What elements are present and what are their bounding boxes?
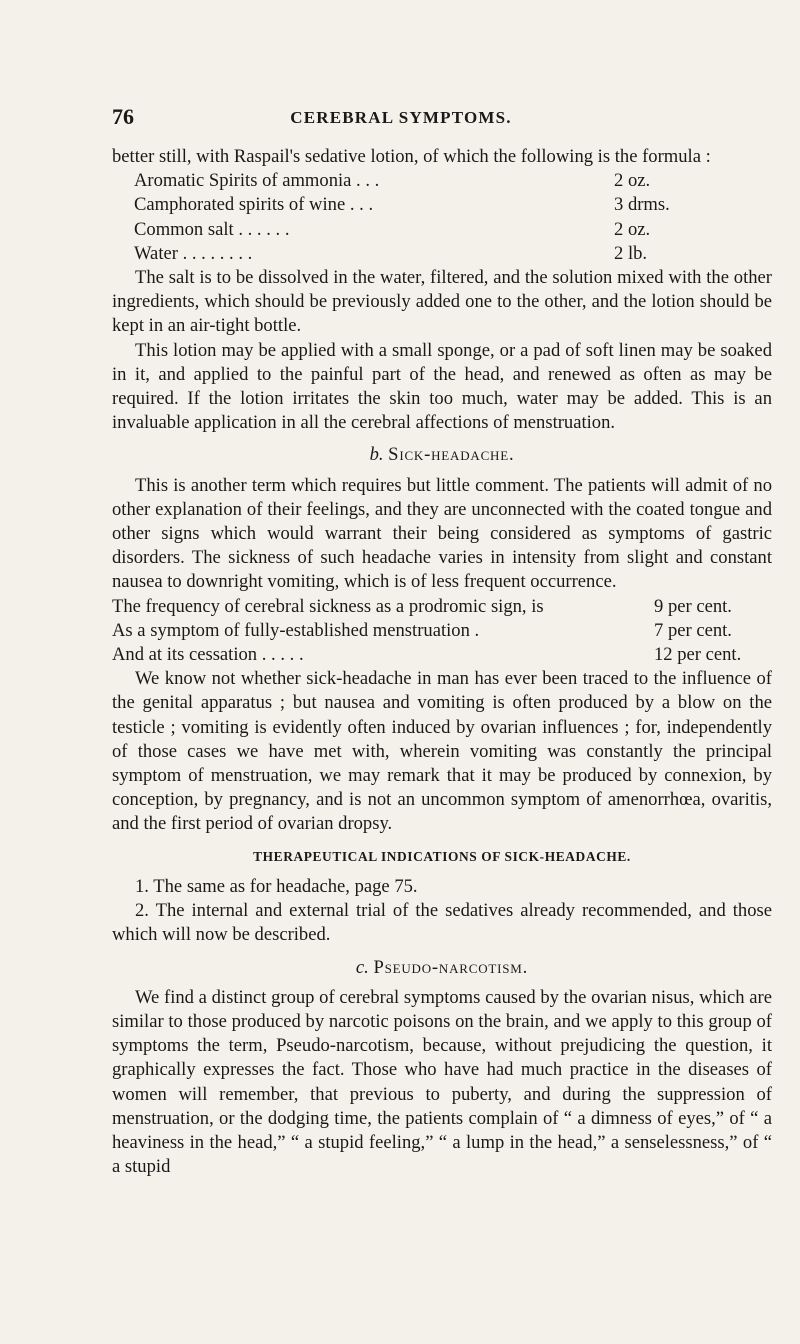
frequency-stats	[112, 595, 772, 668]
stat-row	[112, 643, 772, 667]
therapeutical-heading: THERAPEUTICAL INDICATIONS OF SICK-HEADACHE.	[253, 848, 631, 864]
stat-label: And at its cessation . . . . .	[112, 644, 304, 666]
stat-row	[112, 595, 772, 619]
formula-row	[134, 242, 694, 266]
stat-label: The frequency of cerebral sickness as a prodromic sign, is	[112, 595, 544, 617]
section-letter: b.	[369, 444, 384, 466]
stat-label: As a symptom of fully-established menstruation .	[112, 619, 480, 641]
formula-list	[134, 169, 694, 266]
formula-quantity: 2 oz.	[614, 218, 651, 240]
page-number: 76	[112, 104, 134, 129]
numbered-item: 2. The internal and external trial of the sedatives already recommended, and those which will now be described.	[112, 900, 772, 946]
page-header	[112, 104, 760, 134]
body-text	[112, 145, 772, 1179]
section-heading-b	[112, 443, 772, 467]
section-letter: c.	[355, 956, 369, 978]
section-heading-c	[112, 956, 772, 980]
formula-ingredient: Camphorated spirits of wine . . .	[134, 194, 374, 216]
formula-ingredient: Aromatic Spirits of ammonia . . .	[134, 170, 380, 192]
formula-quantity: 2 lb.	[614, 242, 648, 264]
paragraph: This lotion may be applied with a small sponge, or a pad of soft linen may be soaked in it, and applied to the painful part of the head, and renewed as often as may be required. If the lotion irritates the skin too much, water may be added. This is an invaluable application in all the cerebral affections of menstruation.	[112, 339, 772, 434]
stat-row	[112, 619, 772, 643]
formula-quantity: 2 oz.	[614, 170, 651, 192]
formula-row	[134, 169, 694, 193]
stat-value: 12 per cent.	[654, 644, 742, 666]
paragraph: The salt is to be dissolved in the water, filtered, and the solution mixed with the other ingredients, which should be previously added one to the other, and the lotion should be kept in an air-tight bottle.	[112, 267, 772, 337]
formula-row	[134, 193, 694, 217]
stat-value: 9 per cent.	[654, 595, 732, 617]
formula-ingredient: Water . . . . . . . .	[134, 242, 253, 264]
formula-quantity: 3 drms.	[614, 194, 670, 216]
formula-row	[134, 218, 694, 242]
section-title: Sick-headache.	[388, 444, 515, 466]
stat-value: 7 per cent.	[654, 619, 732, 641]
paragraph: We find a distinct group of cerebral symptoms caused by the ovarian nisus, which are similar to those produced by narcotic poisons on the brain, and we apply to this group of symptoms the term, Pseudo-narcotism, because, without prejudicing the question, it graphically expresses the fact. Those who have had much practice in the diseases of women will remember, that previous to puberty, and during the suppression of menstruation, or the dodging time, the patients complain of “ a dimness of eyes,” of “ a heaviness in the head,” “ a stupid feeling,” “ a lump in the head,” a senselessness,” of “ a stupid	[112, 986, 772, 1178]
paragraph: This is another term which requires but little comment. The patients will admit of no other explanation of their feelings, and they are unconnected with the coated tongue and other signs which would warrant their being considered as symptoms of gastric disorders. The sickness of such headache varies in intensity from slight and constant nausea to downright vomiting, which is of less frequent occurrence.	[112, 474, 772, 593]
paragraph: We know not whether sick-headache in man has ever been traced to the influence of the genital apparatus ; but nausea and vomiting is often produced by a blow on the testicle ; vomiting is evidently often induced by ovarian influences ; for, independently of those cases we have met with, wherein vomiting was constantly the principal symptom of menstruation, we may remark that it may be produced by connexion, by conception, by pregnancy, and is not an uncommon symptom of amenorrhœa, ovaritis, and the first period of ovarian dropsy.	[112, 668, 772, 835]
formula-ingredient: Common salt . . . . . .	[134, 218, 290, 240]
numbered-item: 1. The same as for headache, page 75.	[135, 875, 418, 897]
running-head: CEREBRAL SYMPTOMS.	[290, 108, 512, 127]
section-title: Pseudo-narcotism.	[373, 956, 529, 978]
intro-paragraph: better still, with Raspail's sedative lotion, of which the following is the formula :	[112, 146, 711, 167]
